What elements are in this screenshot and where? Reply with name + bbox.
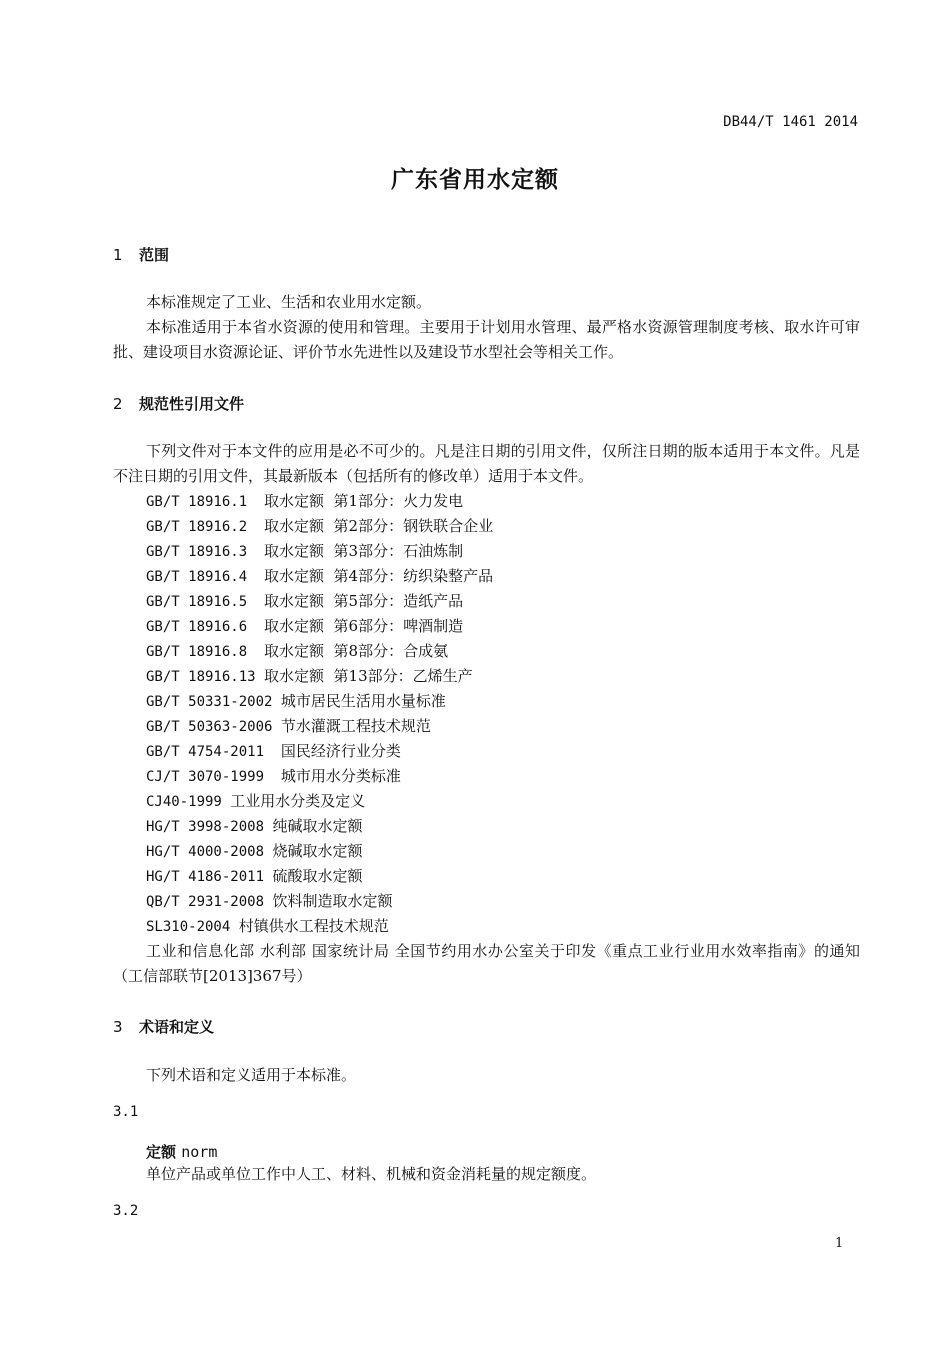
reference-notice: 工业和信息化部 水利部 国家统计局 全国节约用水办公室关于印发《重点工业行业用水效率指南》的通知（工信部联节[2013]367号） — [113, 942, 860, 985]
term-chinese: 定额 — [146, 1143, 182, 1161]
reference-title: 工业用水分类及定义 — [230, 792, 366, 810]
term-definition: 单位产品或单位工作中人工、材料、机械和资金消耗量的规定额度。 — [146, 1165, 597, 1183]
reference-item — [146, 889, 493, 914]
reference-item — [146, 839, 493, 864]
reference-code: GB/T 18916.6 — [146, 619, 265, 635]
reference-code: GB/T 18916.8 — [146, 644, 265, 660]
clause-number: 3.1 — [113, 1104, 139, 1120]
reference-code: GB/T 18916.3 — [146, 544, 265, 560]
reference-title: 烧碱取水定额 — [272, 842, 363, 860]
reference-item — [146, 539, 493, 564]
reference-code: GB/T 18916.4 — [146, 569, 265, 585]
reference-item — [146, 664, 493, 689]
reference-title: 取水定额 第5部分：造纸产品 — [264, 592, 464, 610]
reference-code: GB/T 4754-2011 — [146, 744, 281, 760]
reference-item — [146, 739, 493, 764]
reference-title: 取水定额 第2部分：钢铁联合企业 — [264, 517, 494, 535]
reference-item — [146, 564, 493, 589]
reference-code: GB/T 18916.13 — [146, 669, 265, 685]
reference-title: 取水定额 第6部分：啤酒制造 — [264, 617, 464, 635]
reference-item — [146, 814, 493, 839]
reference-item — [146, 639, 493, 664]
standard-code: DB44/T 1461 2014 — [723, 114, 858, 130]
section-title: 范围 — [139, 246, 170, 264]
reference-item — [146, 764, 493, 789]
reference-item — [146, 489, 493, 514]
reference-code: SL310-2004 — [146, 919, 239, 935]
reference-item — [146, 589, 493, 614]
section-title: 术语和定义 — [139, 1018, 215, 1036]
reference-code: HG/T 4186-2011 — [146, 869, 273, 885]
document-title: 广东省用水定额 — [391, 167, 559, 193]
reference-code: CJ40-1999 — [146, 794, 231, 810]
section-number: 2 — [113, 395, 123, 413]
reference-title: 取水定额 第3部分：石油炼制 — [264, 542, 464, 560]
reference-item — [146, 789, 493, 814]
term-heading — [146, 1141, 217, 1162]
reference-code: GB/T 50331-2002 — [146, 694, 281, 710]
reference-item — [146, 714, 493, 739]
references-intro: 下列文件对于本文件的应用是必不可少的。凡是注日期的引用文件，仅所注日期的版本适用于本文件。凡是不注日期的引用文件，其最新版本（包括所有的修改单）适用于本文件。 — [113, 442, 860, 485]
reference-code: QB/T 2931-2008 — [146, 894, 273, 910]
reference-title: 取水定额 第4部分：纺织染整产品 — [264, 567, 494, 585]
reference-item — [146, 689, 493, 714]
reference-code: GB/T 50363-2006 — [146, 719, 281, 735]
reference-title: 城市用水分类标准 — [280, 767, 401, 785]
reference-title: 取水定额 第13部分：乙烯生产 — [264, 667, 473, 685]
reference-title: 国民经济行业分类 — [280, 742, 401, 760]
reference-code: GB/T 18916.1 — [146, 494, 265, 510]
reference-title: 城市居民生活用水量标准 — [280, 692, 446, 710]
reference-item — [146, 514, 493, 539]
reference-item — [146, 914, 493, 939]
reference-title: 纯碱取水定额 — [272, 817, 363, 835]
terms-intro: 下列术语和定义适用于本标准。 — [146, 1066, 357, 1084]
reference-code: GB/T 18916.5 — [146, 594, 265, 610]
reference-code: HG/T 4000-2008 — [146, 844, 273, 860]
reference-item — [146, 614, 493, 639]
term-english: norm — [181, 1143, 218, 1161]
reference-code: HG/T 3998-2008 — [146, 819, 273, 835]
section-title: 规范性引用文件 — [139, 395, 245, 413]
reference-title: 取水定额 第8部分：合成氨 — [264, 642, 449, 660]
reference-list — [146, 489, 493, 939]
section-2-heading — [113, 393, 244, 414]
section-number: 1 — [113, 246, 123, 264]
section-number: 3 — [113, 1018, 123, 1036]
reference-code: GB/T 18916.2 — [146, 519, 265, 535]
reference-title: 村镇供水工程技术规范 — [238, 917, 389, 935]
section-1-heading — [113, 244, 169, 265]
reference-item — [146, 864, 493, 889]
section-3-heading — [113, 1016, 214, 1037]
reference-title: 硫酸取水定额 — [272, 867, 363, 885]
scope-paragraph-2: 本标准适用于本省水资源的使用和管理。主要用于计划用水管理、最严格水资源管理制度考核、取水许可审批、建设项目水资源论证、评价节水先进性以及建设节水型社会等相关工作。 — [113, 318, 860, 361]
clause-number: 3.2 — [113, 1203, 139, 1219]
scope-paragraph-1: 本标准规定了工业、生活和农业用水定额。 — [146, 293, 432, 311]
reference-title: 取水定额 第1部分：火力发电 — [264, 492, 464, 510]
page-number: 1 — [835, 1236, 844, 1251]
reference-code: CJ/T 3070-1999 — [146, 769, 281, 785]
reference-title: 饮料制造取水定额 — [272, 892, 393, 910]
reference-title: 节水灌溉工程技术规范 — [280, 717, 431, 735]
